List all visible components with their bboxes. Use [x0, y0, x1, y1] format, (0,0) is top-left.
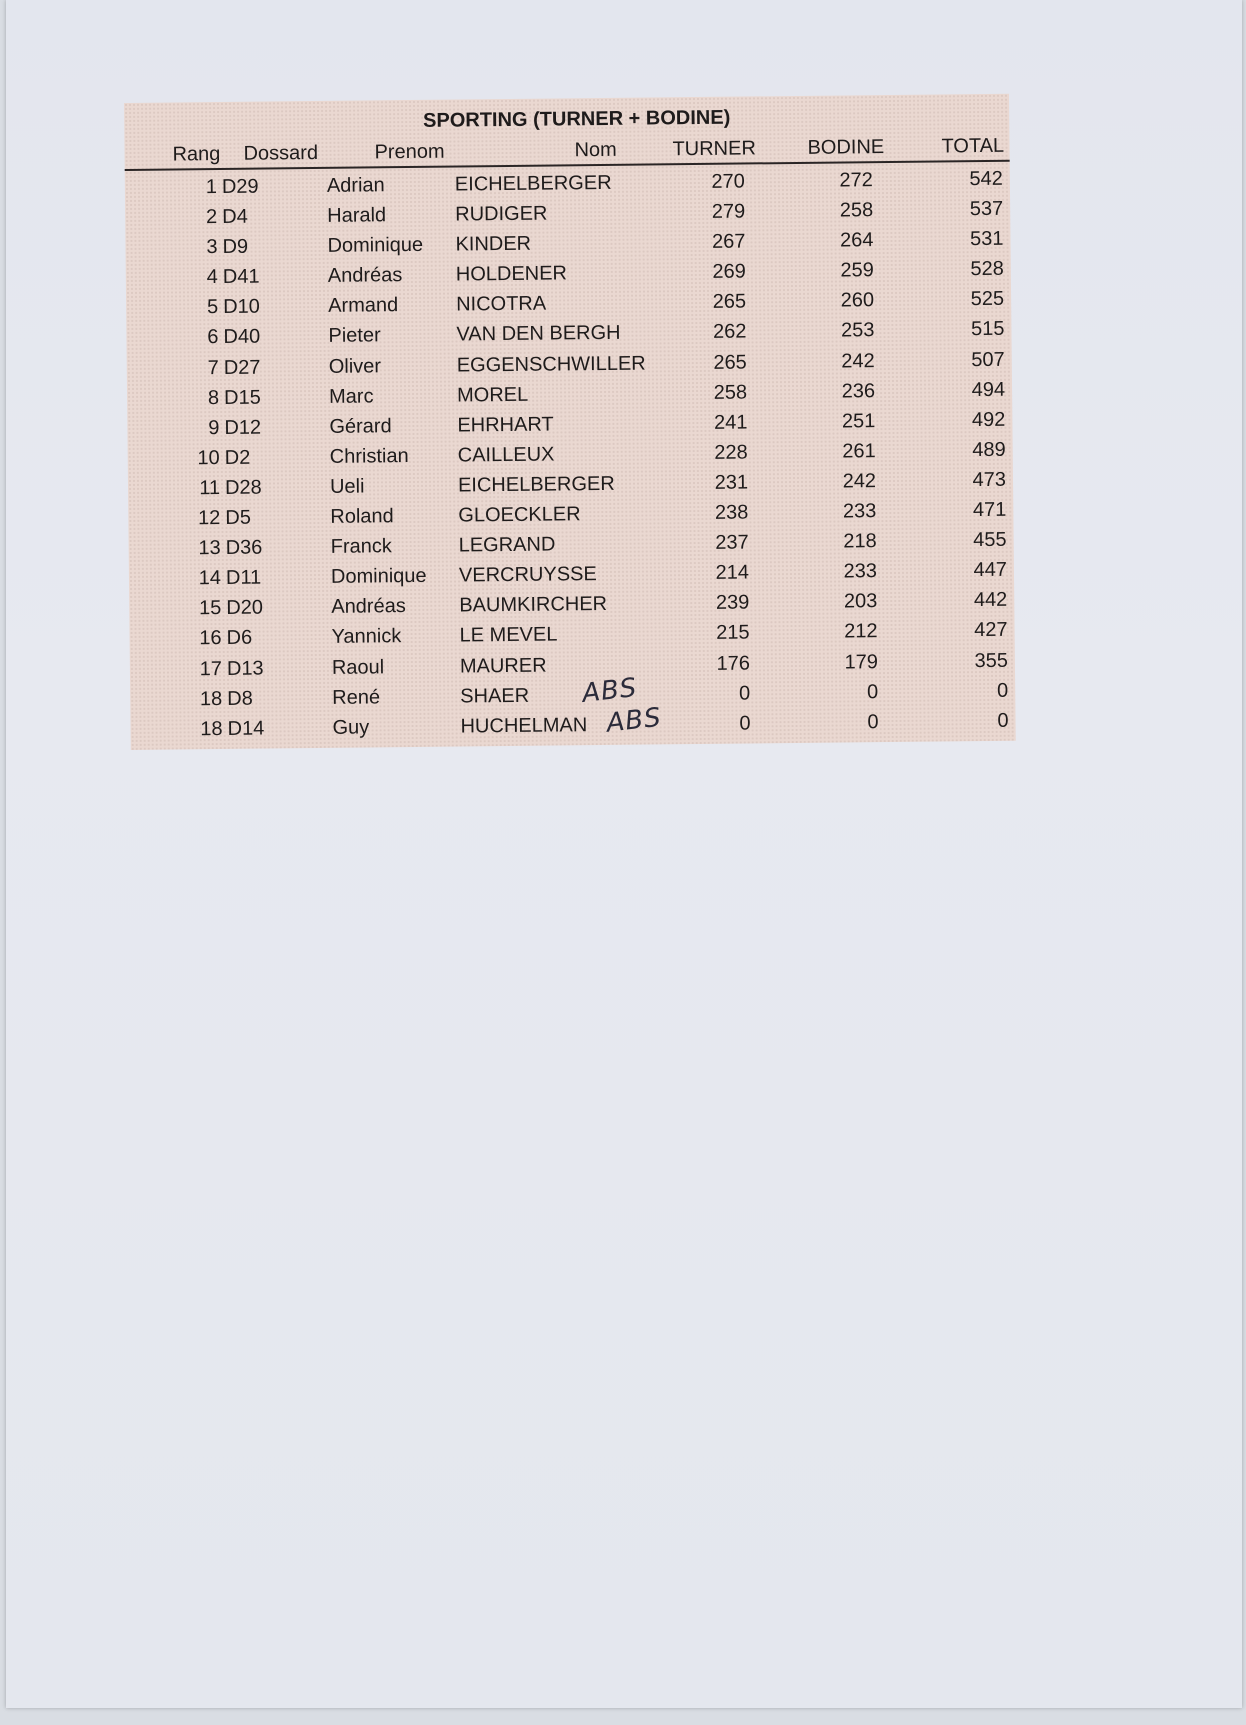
cell-nom: CAILLEUX	[457, 443, 555, 467]
cell-dossard: D14	[227, 717, 265, 740]
cell-prenom: Raoul	[331, 655, 385, 679]
cell-turner: 258	[713, 381, 748, 404]
cell-nom: LE MEVEL	[459, 623, 558, 647]
cell-dossard: D28	[224, 476, 262, 499]
cell-total: 355	[974, 649, 1008, 672]
cell-prenom: Adrian	[326, 174, 385, 197]
cell-bodine: 251	[841, 409, 876, 433]
cell-prenom: Oliver	[328, 354, 382, 378]
table-body	[125, 164, 1016, 745]
cell-prenom: Andréas	[331, 595, 406, 619]
cell-bodine: 203	[843, 590, 878, 613]
cell-prenom: Ueli	[329, 475, 365, 498]
cell-prenom: Christian	[329, 444, 409, 468]
cell-turner: 214	[715, 561, 750, 585]
cell-turner: 215	[716, 621, 750, 645]
cell-prenom: Franck	[330, 535, 392, 558]
cell-total: 447	[973, 558, 1008, 582]
cell-bodine: 233	[843, 560, 878, 583]
cell-rang: 16	[199, 627, 222, 650]
cell-dossard: D4	[222, 205, 248, 229]
header-dossard: Dossard	[243, 141, 319, 165]
cell-rang: 17	[199, 657, 223, 680]
cell-dossard: D41	[222, 265, 260, 289]
cell-turner: 0	[738, 682, 751, 705]
cell-nom: GLOECKLER	[458, 503, 581, 527]
cell-bodine: 242	[842, 470, 877, 493]
cell-total: 442	[973, 589, 1008, 612]
cell-total: 492	[971, 408, 1006, 431]
cell-turner: 262	[712, 320, 747, 344]
cell-prenom: Yannick	[331, 625, 402, 649]
cell-prenom: René	[332, 685, 381, 709]
cell-bodine: 253	[840, 319, 875, 342]
table-title: SPORTING (TURNER + BODINE)	[422, 106, 731, 132]
cell-total: 542	[969, 167, 1003, 191]
cell-dossard: D12	[224, 416, 262, 439]
cell-nom: RUDIGER	[455, 202, 548, 226]
cell-turner: 237	[715, 531, 749, 554]
cell-bodine: 260	[840, 289, 875, 312]
cell-nom: LEGRAND	[458, 533, 556, 557]
cell-total: 473	[972, 468, 1007, 492]
cell-nom: EGGENSCHWILLER	[456, 352, 646, 377]
cell-nom: HUCHELMAN	[460, 713, 588, 738]
cell-turner: 267	[711, 230, 746, 254]
results-table	[124, 94, 1016, 750]
cell-dossard: D29	[221, 175, 259, 198]
cell-dossard: D5	[225, 506, 252, 529]
cell-dossard: D36	[225, 536, 263, 560]
cell-nom: KINDER	[455, 232, 532, 256]
cell-rang: 18	[200, 717, 223, 740]
cell-dossard: D6	[226, 627, 253, 650]
paper-sheet	[6, 0, 1242, 1708]
cell-turner: 176	[716, 651, 751, 675]
cell-turner: 265	[712, 290, 747, 314]
cell-nom: MAURER	[459, 654, 547, 678]
cell-prenom: Harald	[327, 204, 387, 227]
cell-prenom: Guy	[332, 716, 370, 739]
cell-turner: 279	[711, 200, 746, 223]
cell-bodine: 218	[843, 530, 877, 553]
cell-dossard: D10	[223, 295, 260, 319]
header-rang: Rang	[172, 142, 221, 166]
cell-total: 489	[972, 438, 1006, 461]
cell-bodine: 261	[842, 439, 876, 463]
cell-rang: 3	[206, 236, 218, 259]
cell-prenom: Armand	[328, 294, 399, 318]
cell-turner: 239	[715, 591, 750, 615]
cell-rang: 6	[207, 326, 219, 349]
cell-rang: 14	[198, 567, 222, 590]
cell-total: 471	[972, 498, 1007, 522]
cell-turner: 238	[714, 501, 749, 524]
cell-dossard: D27	[223, 356, 261, 379]
cell-total: 515	[970, 318, 1005, 341]
cell-nom: MOREL	[456, 383, 529, 407]
header-prenom: Prenom	[374, 140, 445, 164]
cell-rang: 4	[206, 266, 218, 289]
cell-rang: 9	[208, 416, 220, 439]
cell-nom: BAUMKIRCHER	[459, 593, 608, 617]
cell-dossard: D11	[225, 566, 262, 590]
cell-bodine: 272	[839, 169, 873, 192]
cell-total: 0	[996, 679, 1009, 702]
cell-nom: EICHELBERGER	[454, 171, 612, 196]
cell-turner: 231	[714, 471, 749, 494]
cell-bodine: 0	[867, 710, 879, 733]
cell-rang: 8	[207, 386, 220, 409]
cell-bodine: 0	[866, 680, 879, 703]
cell-prenom: Dominique	[330, 565, 427, 589]
header-total: TOTAL	[941, 134, 1005, 158]
cell-turner: 265	[713, 351, 747, 374]
cell-rang: 2	[205, 206, 218, 229]
cell-rang: 13	[198, 537, 221, 560]
header-nom: Nom	[574, 138, 617, 162]
cell-rang: 18	[199, 687, 223, 710]
header-turner: TURNER	[672, 137, 756, 161]
cell-prenom: Gérard	[329, 414, 392, 438]
cell-prenom: Dominique	[327, 234, 424, 258]
cell-dossard: D20	[226, 596, 264, 620]
cell-rang: 12	[197, 507, 221, 530]
cell-rang: 1	[205, 176, 218, 199]
cell-prenom: Pieter	[328, 324, 381, 348]
cell-nom: HOLDENER	[455, 262, 568, 286]
cell-prenom: Roland	[330, 505, 394, 528]
cell-turner: 269	[712, 260, 746, 284]
handwritten-note: ABS	[604, 702, 664, 739]
cell-rang: 5	[206, 296, 219, 319]
cell-dossard: D13	[226, 657, 264, 680]
cell-dossard: D2	[224, 446, 251, 469]
cell-prenom: Andréas	[327, 264, 403, 288]
cell-turner: 0	[739, 712, 751, 735]
cell-bodine: 236	[841, 379, 876, 403]
cell-total: 507	[971, 348, 1005, 371]
handwritten-note: ABS	[580, 672, 639, 709]
cell-total: 537	[969, 197, 1004, 221]
cell-turner: 228	[714, 441, 748, 464]
cell-total: 525	[970, 288, 1005, 311]
cell-dossard: D9	[222, 235, 249, 259]
cell-nom: EHRHART	[457, 413, 554, 437]
header-bodine: BODINE	[807, 136, 885, 159]
cell-total: 528	[970, 258, 1004, 281]
cell-total: 455	[973, 528, 1007, 552]
cell-total: 0	[997, 709, 1009, 732]
cell-bodine: 259	[840, 259, 874, 282]
cell-bodine: 212	[844, 620, 878, 643]
cell-total: 531	[969, 227, 1004, 251]
cell-prenom: Marc	[328, 385, 374, 408]
cell-turner: 270	[711, 170, 745, 193]
cell-nom: NICOTRA	[456, 292, 547, 316]
cell-bodine: 242	[841, 349, 875, 373]
cell-bodine: 179	[844, 650, 879, 673]
cell-bodine: 258	[839, 199, 874, 222]
cell-dossard: D40	[223, 326, 261, 349]
cell-dossard: D8	[227, 687, 253, 710]
cell-rang: 10	[197, 446, 220, 470]
cell-bodine: 264	[839, 229, 874, 252]
cell-total: 494	[971, 378, 1006, 401]
cell-rang: 11	[199, 476, 221, 500]
cell-nom: VERCRUYSSE	[458, 563, 597, 587]
cell-dossard: D15	[223, 386, 261, 409]
cell-turner: 241	[713, 411, 748, 434]
cell-nom: EICHELBERGER	[457, 472, 615, 497]
cell-nom: SHAER	[460, 684, 530, 708]
cell-nom: VAN DEN BERGH	[456, 322, 621, 346]
cell-bodine: 233	[842, 500, 877, 523]
cell-rang: 15	[198, 597, 222, 620]
cell-rang: 7	[207, 356, 219, 379]
cell-total: 427	[974, 619, 1008, 642]
